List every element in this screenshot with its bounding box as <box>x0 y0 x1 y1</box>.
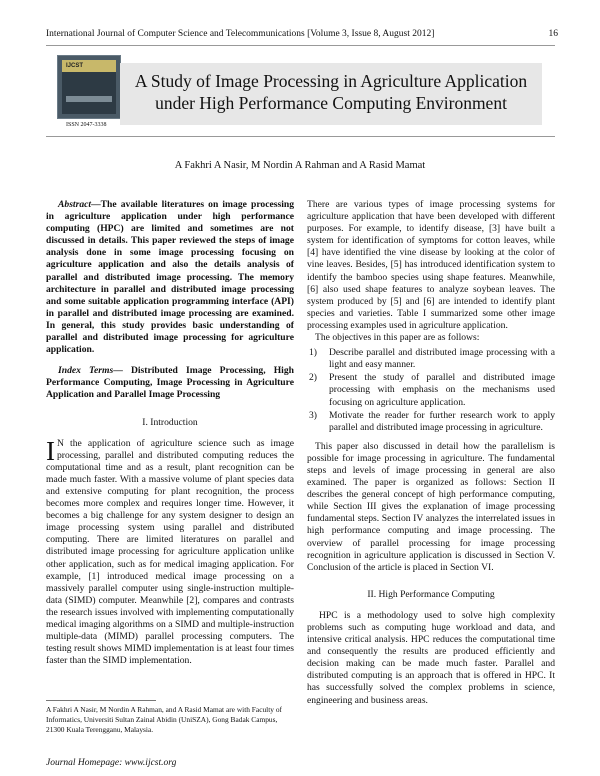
section-1-heading: I. Introduction <box>142 416 198 428</box>
issn: ISSN 2047-3338 <box>66 122 107 128</box>
abstract-text: —The available literatures on image processing in agriculture application under high performance computing (HPC) are limited and sometimes are not discussed in details. This paper reviewed the steps of image analysis done in some image processing focusing on agriculture application and also the details analysis of parallel and distributed image processing. The memory architecture in parallel and distributed image processing and some suitable application programming interface (API) in parallel and distributed image processing are examined. In general, this study provides basic understanding of parallel and distributed image processing for agriculture application. <box>46 199 294 356</box>
right-paragraph-3: HPC is a methodology used to solve high complexity problems such as computing huge workload and data, and intensive critical analysis. HPC reduces the computational time and consequently the results are produced efficiently and decision making can be made much faster. Parallel and distributed computing is an approach that is offered in HPC. It has successfully solved the complex problems in science, engineering and business areas. <box>307 609 555 706</box>
right-paragraph-2: This paper also discussed in detail how the parallelism is possible for image processing in agriculture. The fundamental steps and levels of image processing in general are also examined. The paper is organized as follows: Section II describes the general concept of high performance computing, while Section III gives the explanation of image processing fundamental steps. Section IV analyzes the interrelated issues in high performance computing and image processing. The overview of parallel processing for image processing recognition in agriculture application is discussed in Section V. Conclusion of the article is placed in Section VI. <box>307 440 555 573</box>
cover-label: IJCST <box>66 63 84 69</box>
right-paragraph-1: There are various types of image processing systems for agriculture application that have been developed with different purposes. For example, to identify disease, [3] have built a system for identification of symptoms for cotton leaves, while [4] have identified the vine disease by looking at the color of vine leaves. Besides, [5] has introduced identification system to identify the bamboo species using shape features. Meanwhile, [6] also used shape features to analyze soybean leaves. The system produced by [5] and [6] are intended to identify plant species and varieties. Table I summarized some other image processing examples used in agriculture application. <box>307 199 555 331</box>
right-column <box>307 199 555 707</box>
index-terms <box>46 365 294 401</box>
journal-name: International Journal of Computer Science and Telecommunications [Volume 3, Issue 8, August 2012] <box>46 29 435 39</box>
journal-homepage: Journal Homepage: www.ijcst.org <box>46 758 177 768</box>
index-terms-label: Index Terms <box>58 365 114 377</box>
list-item: 3) Motivate the reader for further research work to apply parallel and distributed image processing in agriculture. <box>309 409 555 433</box>
abstract <box>46 199 294 356</box>
section-2-heading: II. High Performance Computing <box>367 588 495 600</box>
title-line-1: A Study of Image Processing in Agriculture Application <box>134 71 528 91</box>
paper-title <box>120 63 542 125</box>
list-item: 2) Present the study of parallel and distributed image processing with emphasis on the mechanisms used focusing on agriculture application. <box>309 372 555 408</box>
index-terms-text: — Distributed Image Processing, High Performance Computing, Image Processing in Agriculture Application and Parallel Image Processing <box>46 365 294 401</box>
title-line-2: under High Performance Computing Environment <box>155 93 507 113</box>
introduction-paragraph <box>46 435 294 668</box>
footnote-rule <box>46 700 156 701</box>
header-rule <box>46 45 555 46</box>
left-column <box>46 199 294 667</box>
page-number: 16 <box>548 29 558 39</box>
drop-cap: I <box>46 435 55 466</box>
list-item: 1) Describe parallel and distributed image processing with a light and easy manner. <box>309 347 555 371</box>
introduction-text: N the application of agriculture science such as image processing, parallel and distributed computing reduces the computational time and as a result, plant recognition can be made much faster. With a massive volume of plant species data and extensive computing for plant recognition, the process becomes more complex and requires longer time. However, it becomes a big challenge for any system designer to design an image processing system using parallel and distributed computing. There are limited literatures on parallel and distributed image processing for agriculture application unlike other application, such as for medical imaging application. For example, [1] introduced medical image processing on a massively parallel computer using single-instruction multiple-data (SIMD) computer. Meanwhile [2], compares and contrasts the research issues involved with implementing computationally medical imaging algorithms on a SIMD and multiple-instruction multiple-data (MIMD) parallel processing computers. The testing result shows MIMD implementation is at least four times faster than the SIMD implementation. <box>46 437 294 667</box>
journal-cover-image <box>57 55 121 119</box>
title-rule <box>46 136 555 137</box>
footnote: A Fakhri A Nasir, M Nordin A Rahman, and A Rasid Mamat are with Faculty of Informatics, Universiti Sultan Zainal Abidin (UniSZA), Gong Badak Campus, 21300 Kuala Terengganu, Malaysia. <box>46 705 282 734</box>
objectives-intro: The objectives in this paper are as follows: <box>315 332 480 344</box>
abstract-label: Abstract <box>58 199 92 210</box>
authors: A Fakhri A Nasir, M Nordin A Rahman and A Rasid Mamat <box>174 160 426 171</box>
objectives-list <box>307 347 555 434</box>
